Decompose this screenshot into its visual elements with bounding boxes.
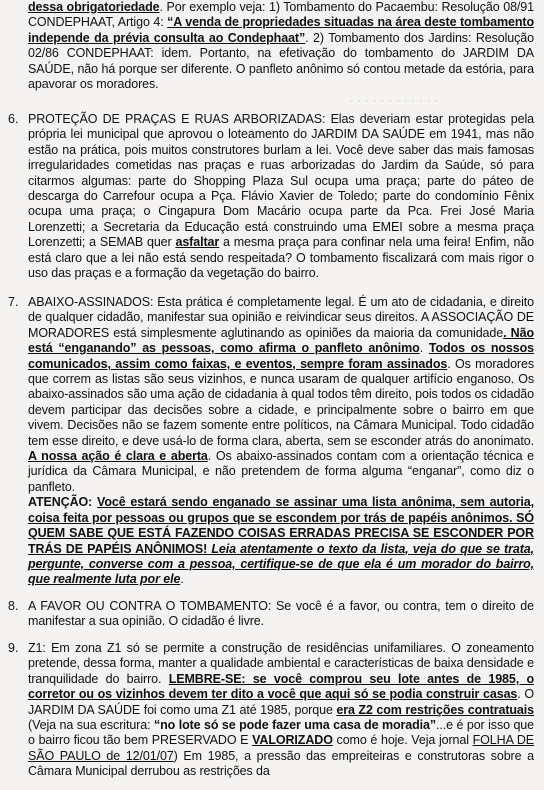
item-6-text: PROTEÇÃO DE PRAÇAS E RUAS ARBORIZADAS: Elas deveriam estar protegidas pela própria lei municipal que aprovou o loteamento do JARDIM DA SAÚDE em 1941, mas não estão na prática, pois muitos construtores burlam a lei. Você deve saber das mais famosas irregularidades cometidas nas praças e ruas arborizadas do Jardim da Saúde, só para citarmos algumas: parte do Shopping Plaza Sul ocupa uma praça; parte do páteo de descarga do Carrefour ocupa a Pça. Flávio Xavier de Toledo; parte do condomínio Fênix ocupa uma praça; o Cingapura Dom Macário ocupa parte da Pca. Frei José Maria Lorenzetti; a Secretaria da Educação está construindo uma EMEI sobre a mesma praça Lorenzetti; a SEMAB quer	[28, 112, 534, 250]
item-7-text-middle: . Os moradores que correm as listas são seus vizinhos, e nunca usaram de qualquer artifício enganoso. Os abaixo-assinados são uma ação de cidadania à qual todos têm direito, pois todos os cidadão devem participar das decisões sobre a cidade, e principalmente sobre o bairro em que vivem. Decisões não se fazem somente entre políticos, na Câmara Municipal. Todo cidadão tem esse direito, e deve usá-lo de forma clara, aberta, sem se esconder atrás do anonimato.	[28, 356, 535, 448]
item-6-asphalt: asfaltar	[175, 235, 220, 250]
item-9-text-3: (Veja na sua escritura:	[28, 718, 154, 733]
item-7-text: ABAIXO-ASSINADOS: Esta prática é completamente legal. É um ato de cidadania, e direito de qualquer cidadão, manifestar sua opinião e reivindicar seus direitos. A ASSOCIAÇÃO DE MORADORES está simplesmente aglutinando as opiniões da maioria da comunidade	[28, 295, 534, 340]
attention-label: ATENÇÃO:	[28, 495, 98, 510]
item-7-signed: Todos os nossos comunicados, assim como faixas, e eventos, sempre foram assinados	[28, 341, 534, 371]
attention-advice: Leia atentamente o texto da lista, veja do que se trata, pergunte, converse com a pessoa, certifique-se de que ela é um morador do bairro, que realmente luta por ele	[28, 541, 535, 587]
item-7-not-deceiving: . Não está “enganando” as pessoas, como afirma o panfleto anônimo	[28, 325, 534, 356]
item-9-z2-restrictions: era Z2 com restrições contratuais	[336, 702, 534, 717]
show-through-text: · · · · · · · · · · · ·	[350, 96, 440, 108]
item-7-text-end: . Os abaixo-assinados contam com a orientação técnica e jurídica da Câmara Municipal, e não pretendem de forma alguma “enganar”, como diz o panfleto.	[28, 449, 534, 494]
item-7-clear-action: A nossa ação é clara e aberta	[28, 449, 208, 464]
item-9-text-5: como é hoje. Veja jornal	[332, 733, 473, 748]
intro-text: . Por exemplo veja: 1) Tombamento do Pacaembu: Resolução 08/91 CONDEPHAAT, Artigo 4:	[28, 0, 535, 30]
item-7-sep: .	[419, 341, 429, 356]
item-6-paragraph	[28, 112, 534, 281]
item-9-text: Z1: Em zona Z1 só se permite a construção de residências unifamiliares. O zoneamento pretende, dessa forma, manter a qualidade ambiental e características de baixa densidade e tranquilidade do bairro.	[28, 641, 534, 686]
item-8-text: A FAVOR OU CONTRA O TOMBAMENTO: Se você é a favor, ou contra, tem o direito de manifestar a sua opinião. O cidadão é livre.	[28, 599, 534, 629]
item-9-valued: VALORIZADO	[252, 733, 333, 748]
item-9-text-2: . O JARDIM DA SAÚDE foi como uma Z1 até 1985, porque	[28, 687, 534, 717]
item-9-deed-quote: “no lote só se pode fazer uma casa de moradia”	[153, 718, 437, 733]
attention-warning: Você estará sendo enganado se assinar uma lista anônima, sem autoria, coisa feita por pessoas ou grupos que se escondem por trás de papéis anônimos. SÓ QUEM SABE QUE ESTÁ FAZENDO COISAS ERRADAS PRECISA SE ESCONDER POR TRÁS DE PAPÉIS ANÔNIMOS!	[28, 495, 534, 556]
item-9-text-4: ...e é por isso que o bairro ficou tão bem PRESERVADO E	[28, 718, 535, 748]
intro-text-end: . 2) Tombamento dos Jardins: Resolução 02/86 CONDEPHAAT: idem. Portanto, na efetivação do tombamento do JARDIM DA SAÚDE, não há porque ser diferente. O panfleto anônimo só contou metade da estória, para apavorar os moradores.	[28, 30, 534, 92]
item-6-text-end: a mesma praça para confinar nela uma feira! Enfim, não está claro que a lei não está sendo respeitada? O tombamento fiscalizará com mais rigor o uso das praças e a formação da vegetação do bairro.	[28, 235, 534, 281]
item-number: 7.	[8, 295, 19, 309]
item-number: 8.	[8, 599, 19, 613]
item-9-paragraph	[28, 641, 534, 780]
item-number: 6.	[8, 112, 19, 126]
item-9-remember: LEMBRE-SE: se você comprou seu lote antes de 1985, o corretor ou os vizinhos devem ter dito a você que aqui só se podia construir casas	[28, 671, 534, 702]
item-9-text-end: ) Em 1985, a pressão das empreiteiras e construtoras sobre a Câmara Municipal derrubou as restrições da	[28, 748, 534, 779]
attention-end: .	[180, 572, 184, 587]
intro-quote: “A venda de propriedades situadas na área deste tombamento independe da prévia consulta ao Condephaat”	[28, 15, 534, 45]
item-7-paragraph	[28, 295, 534, 588]
intro-paragraph	[28, 0, 534, 92]
intro-highlight-obligation: dessa obrigatoriedade	[28, 0, 160, 14]
item-9-newspaper: FOLHA DE SÃO PAULO de 12/01/07	[28, 733, 535, 763]
item-number: 9.	[8, 641, 19, 655]
item-8-paragraph	[28, 599, 534, 630]
